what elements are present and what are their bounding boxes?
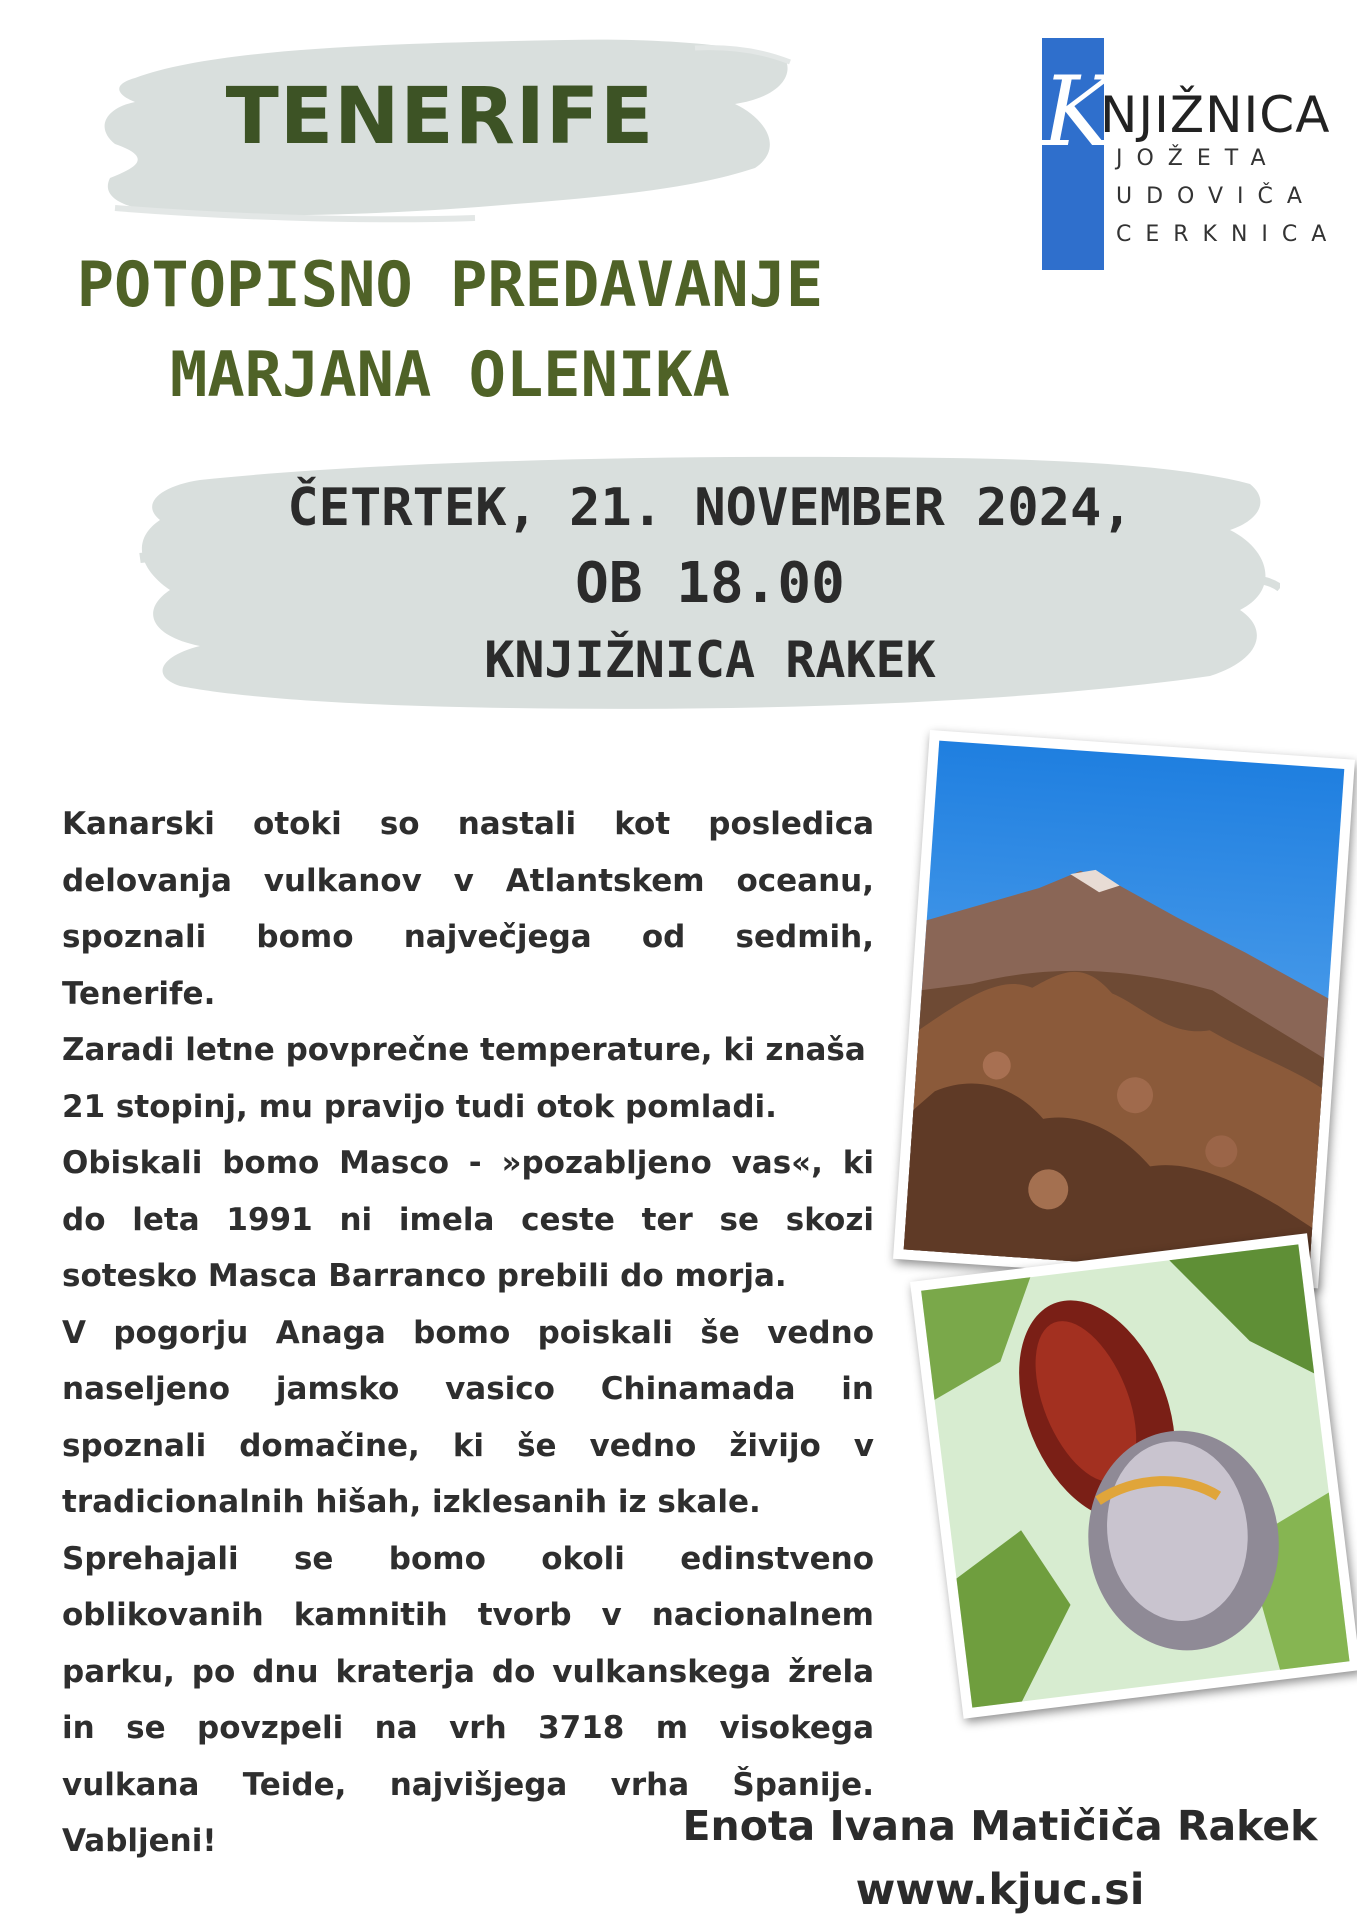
- description-paragraph-2: Zaradi letne povprečne temperature, ki znaša: [62, 1032, 866, 1068]
- description-paragraph-3: 21 stopinj, mu pravijo tudi otok pomladi.: [62, 1088, 777, 1125]
- event-venue: KNJIŽNICA RAKEK: [484, 631, 936, 689]
- event-date: ČETRTEK, 21. NOVEMBER 2024,: [287, 478, 1133, 538]
- lecture-subtitle: [40, 240, 860, 420]
- logo-line-1: JOŽETA: [1116, 146, 1280, 171]
- logo-name: NJIŽNICA: [1100, 86, 1331, 144]
- teide-volcano-photo: [893, 730, 1355, 1288]
- subtitle-line-2: MARJANA OLENIKA: [170, 338, 730, 411]
- event-time: OB 18.00: [575, 551, 845, 616]
- description-paragraph-1: Kanarski otoki so nastali kot posledica delovanja vulkanov v Atlantskem oceanu, spoznali bomo največjega od sedmih, Tenerife.: [62, 806, 874, 1012]
- subtitle-line-1: POTOPISNO PREDAVANJE: [76, 248, 824, 321]
- footer-website-link[interactable]: www.kjuc.si: [855, 1865, 1145, 1915]
- logo-line-3: CERKNICA: [1116, 222, 1341, 247]
- event-details: [240, 470, 1180, 698]
- description-text: [62, 796, 874, 1870]
- logo-k-letter: K: [1042, 56, 1114, 168]
- footer: [660, 1794, 1340, 1922]
- description-paragraph-6: Sprehajali se bomo okoli edinstveno oblikovanih kamnitih tvorb v nacionalnem parku, po dnu kraterja do vulkanskega žrela in se povzpeli na vrh 3718 m visokega vulkana Teide, najvišjega vrha Španije. Vabljeni!: [62, 1540, 874, 1859]
- library-logo: [1042, 38, 1341, 270]
- description-paragraph-5: V pogorju Anaga bomo poiskali še vedno naseljeno jamsko vasico Chinamada in spoznali domačine, ki še vedno živijo v tradicionalnih hišah, izklesanih iz skale.: [62, 1314, 874, 1520]
- banana-flower-photo: [910, 1233, 1357, 1718]
- description-paragraph-4: Obiskali bomo Masco - »pozabljeno vas«, ki do leta 1991 ni imela ceste ter se skozi sotesko Masca Barranco prebili do morja.: [62, 1145, 874, 1294]
- flower-image: [910, 1233, 1357, 1718]
- page-title: TENERIFE: [225, 72, 655, 162]
- logo-line-2: UDOVIČA: [1116, 184, 1316, 209]
- footer-unit: Enota Ivana Matičiča Rakek: [682, 1802, 1318, 1850]
- volcano-image: [893, 730, 1355, 1288]
